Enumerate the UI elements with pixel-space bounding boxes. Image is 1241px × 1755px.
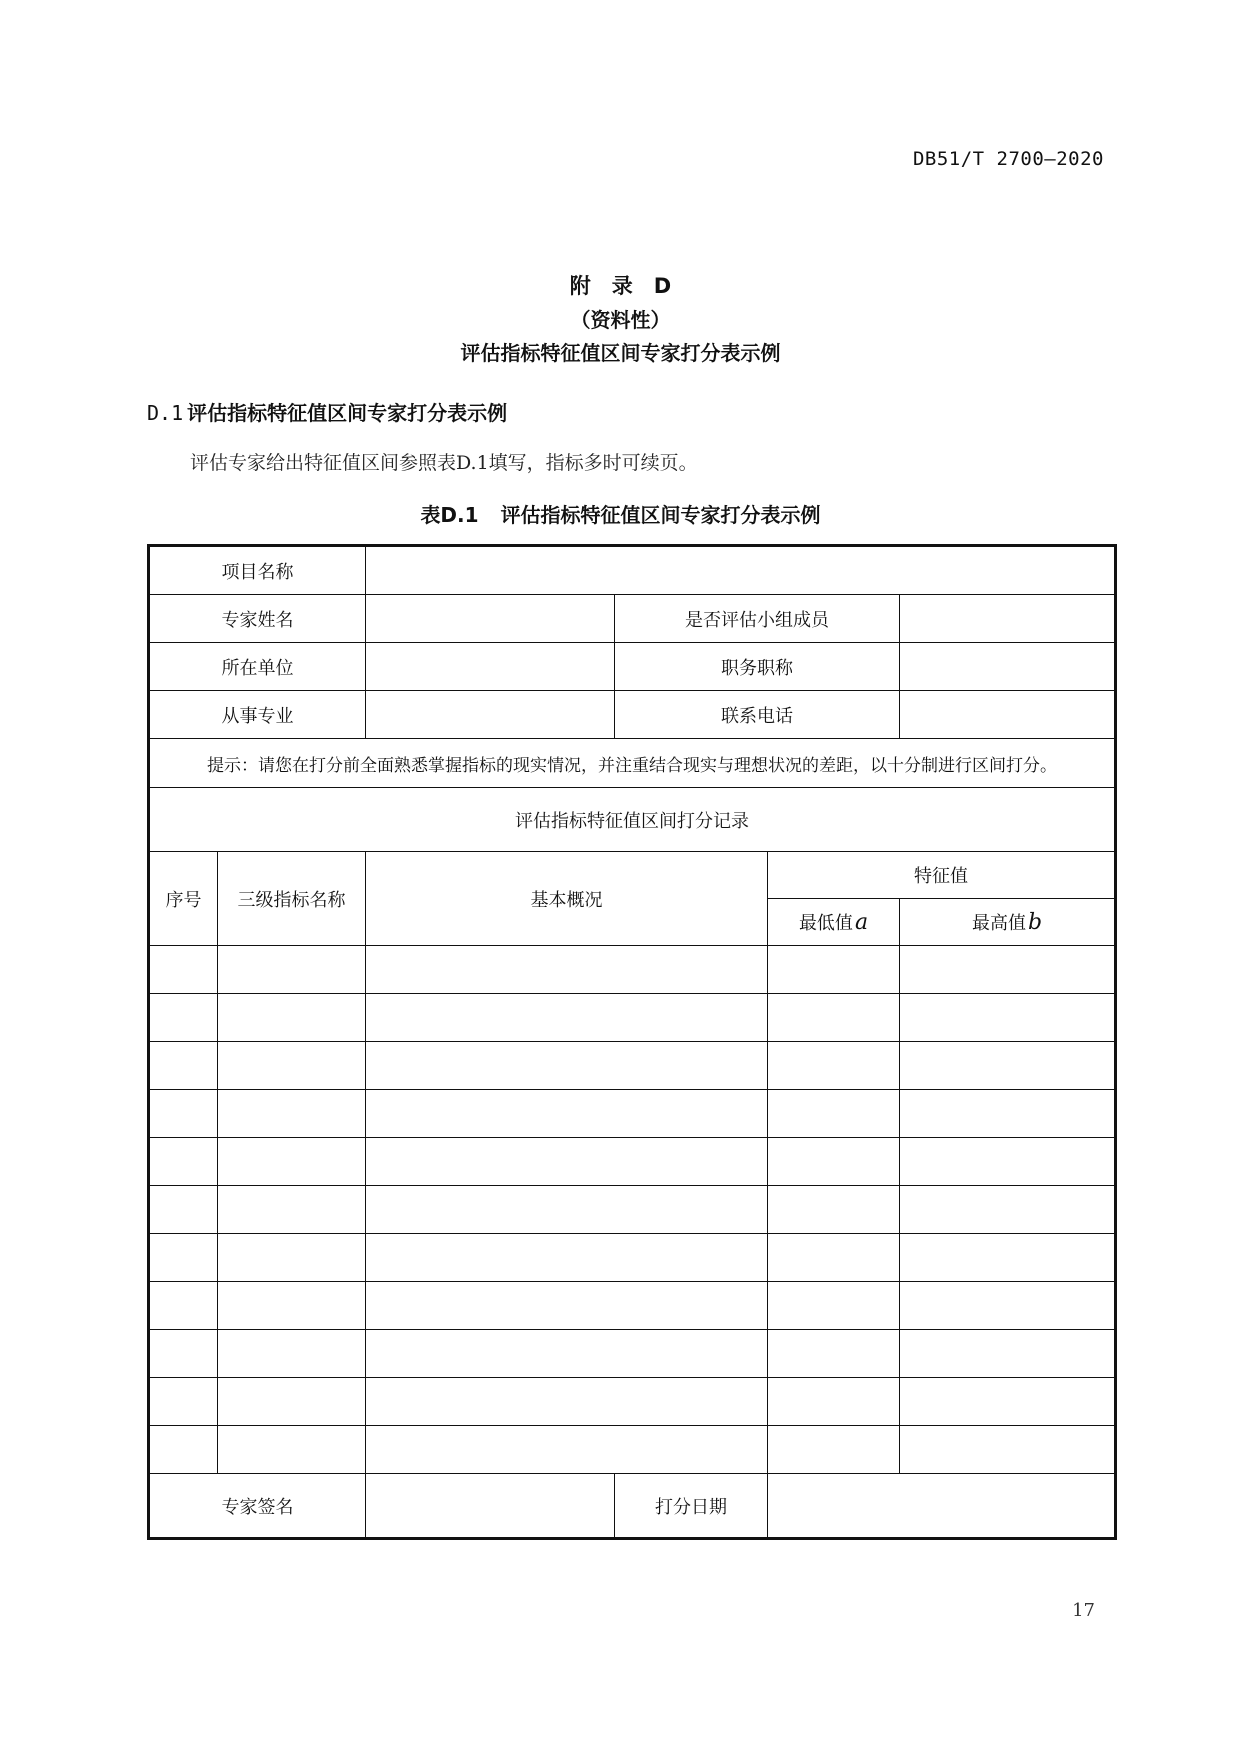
seq-cell[interactable] — [149, 1090, 218, 1138]
seq-cell[interactable] — [149, 1234, 218, 1282]
phone-label: 联系电话 — [615, 691, 900, 739]
indicator-cell[interactable] — [218, 1282, 366, 1330]
min-value-cell[interactable] — [768, 1090, 900, 1138]
is-member-label: 是否评估小组成员 — [615, 595, 900, 643]
table-row — [149, 994, 1116, 1042]
overview-cell[interactable] — [366, 1186, 768, 1234]
indicator-cell[interactable] — [218, 1426, 366, 1474]
date-field[interactable] — [768, 1474, 1116, 1539]
seq-cell[interactable] — [149, 1138, 218, 1186]
standard-code: DB51/T 2700—2020 — [912, 148, 1104, 170]
seq-cell[interactable] — [149, 1426, 218, 1474]
record-title-row — [149, 788, 1116, 852]
table-row — [149, 1090, 1116, 1138]
overview-cell[interactable] — [366, 946, 768, 994]
table-row — [149, 1138, 1116, 1186]
indicator-cell[interactable] — [218, 1186, 366, 1234]
table-row — [149, 1282, 1116, 1330]
min-value-cell[interactable] — [768, 1186, 900, 1234]
overview-cell[interactable] — [366, 1042, 768, 1090]
col-feature-header: 特征值 — [768, 852, 1116, 899]
max-label: 最高值 — [971, 913, 1026, 934]
specialty-label: 从事专业 — [149, 691, 366, 739]
min-variable: a — [854, 910, 869, 935]
max-value-cell[interactable] — [900, 946, 1116, 994]
project-name-field[interactable] — [366, 546, 1116, 595]
col-indicator-header: 三级指标名称 — [218, 852, 366, 946]
max-value-cell[interactable] — [900, 1330, 1116, 1378]
indicator-cell[interactable] — [218, 1090, 366, 1138]
table-caption-id: 表D.1 — [420, 503, 479, 527]
seq-cell[interactable] — [149, 946, 218, 994]
expert-scoring-table — [147, 544, 1117, 1540]
overview-cell[interactable] — [366, 1090, 768, 1138]
max-value-cell[interactable] — [900, 1186, 1116, 1234]
max-variable: b — [1027, 910, 1043, 935]
col-min-header — [768, 899, 900, 946]
seq-cell[interactable] — [149, 1042, 218, 1090]
min-value-cell[interactable] — [768, 1042, 900, 1090]
signature-row — [149, 1474, 1116, 1539]
unit-field[interactable] — [366, 643, 615, 691]
seq-cell[interactable] — [149, 994, 218, 1042]
unit-label: 所在单位 — [149, 643, 366, 691]
max-value-cell[interactable] — [900, 1234, 1116, 1282]
record-title: 评估指标特征值区间打分记录 — [149, 788, 1116, 852]
table-row — [149, 1186, 1116, 1234]
table-row — [149, 1330, 1116, 1378]
section-heading-text: 评估指标特征值区间专家打分表示例 — [187, 401, 508, 425]
hint-row — [149, 739, 1116, 788]
phone-field[interactable] — [900, 691, 1116, 739]
position-field[interactable] — [900, 643, 1116, 691]
overview-cell[interactable] — [366, 1282, 768, 1330]
signature-field[interactable] — [366, 1474, 615, 1539]
indicator-cell[interactable] — [218, 1138, 366, 1186]
position-label: 职务职称 — [615, 643, 900, 691]
overview-cell[interactable] — [366, 1378, 768, 1426]
indicator-cell[interactable] — [218, 1378, 366, 1426]
date-label: 打分日期 — [615, 1474, 768, 1539]
table-caption — [0, 499, 1241, 528]
seq-cell[interactable] — [149, 1330, 218, 1378]
seq-cell[interactable] — [149, 1378, 218, 1426]
min-value-cell[interactable] — [768, 994, 900, 1042]
table-row — [149, 1234, 1116, 1282]
min-value-cell[interactable] — [768, 1330, 900, 1378]
col-seq-header: 序号 — [149, 852, 218, 946]
project-name-label: 项目名称 — [149, 546, 366, 595]
expert-name-row — [149, 595, 1116, 643]
project-name-row — [149, 546, 1116, 595]
max-value-cell[interactable] — [900, 1090, 1116, 1138]
unit-row — [149, 643, 1116, 691]
section-number: D.1 — [147, 401, 184, 425]
min-value-cell[interactable] — [768, 1282, 900, 1330]
indicator-cell[interactable] — [218, 1330, 366, 1378]
section-heading — [147, 397, 507, 426]
min-value-cell[interactable] — [768, 1138, 900, 1186]
indicator-cell[interactable] — [218, 946, 366, 994]
min-value-cell[interactable] — [768, 1426, 900, 1474]
overview-cell[interactable] — [366, 1330, 768, 1378]
seq-cell[interactable] — [149, 1282, 218, 1330]
is-member-field[interactable] — [900, 595, 1116, 643]
appendix-subtitle: 评估指标特征值区间专家打分表示例 — [460, 341, 781, 365]
specialty-field[interactable] — [366, 691, 615, 739]
seq-cell[interactable] — [149, 1186, 218, 1234]
indicator-cell[interactable] — [218, 1234, 366, 1282]
table-row — [149, 1042, 1116, 1090]
appendix-kind: （资料性） — [570, 308, 671, 332]
max-value-cell[interactable] — [900, 1282, 1116, 1330]
max-value-cell[interactable] — [900, 1378, 1116, 1426]
table-row — [149, 1426, 1116, 1474]
max-value-cell[interactable] — [900, 994, 1116, 1042]
overview-cell[interactable] — [366, 1426, 768, 1474]
indicator-cell[interactable] — [218, 994, 366, 1042]
expert-name-label: 专家姓名 — [149, 595, 366, 643]
min-value-cell[interactable] — [768, 1378, 900, 1426]
table-row — [149, 1378, 1116, 1426]
max-value-cell[interactable] — [900, 1426, 1116, 1474]
overview-cell[interactable] — [366, 1234, 768, 1282]
hint-text: 提示：请您在打分前全面熟悉掌握指标的现实情况，并注重结合现实与理想状况的差距，以十分制进行区间打分。 — [149, 739, 1116, 788]
table-caption-title: 评估指标特征值区间专家打分表示例 — [500, 503, 821, 527]
max-value-cell[interactable] — [900, 1138, 1116, 1186]
expert-name-field[interactable] — [366, 595, 615, 643]
col-max-header — [900, 899, 1116, 946]
overview-cell[interactable] — [366, 1138, 768, 1186]
col-overview-header: 基本概况 — [366, 852, 768, 946]
signature-label: 专家签名 — [149, 1474, 366, 1539]
appendix-title: 附 录 D — [569, 274, 672, 298]
page-number: 17 — [1072, 1600, 1095, 1621]
max-value-cell[interactable] — [900, 1042, 1116, 1090]
specialty-row — [149, 691, 1116, 739]
indicator-cell[interactable] — [218, 1042, 366, 1090]
overview-cell[interactable] — [366, 994, 768, 1042]
table-row — [149, 946, 1116, 994]
column-header-row — [149, 852, 1116, 899]
instruction-paragraph: 评估专家给出特征值区间参照表D.1填写，指标多时可续页。 — [190, 452, 698, 474]
min-value-cell[interactable] — [768, 946, 900, 994]
min-value-cell[interactable] — [768, 1234, 900, 1282]
min-label: 最低值 — [798, 913, 853, 934]
